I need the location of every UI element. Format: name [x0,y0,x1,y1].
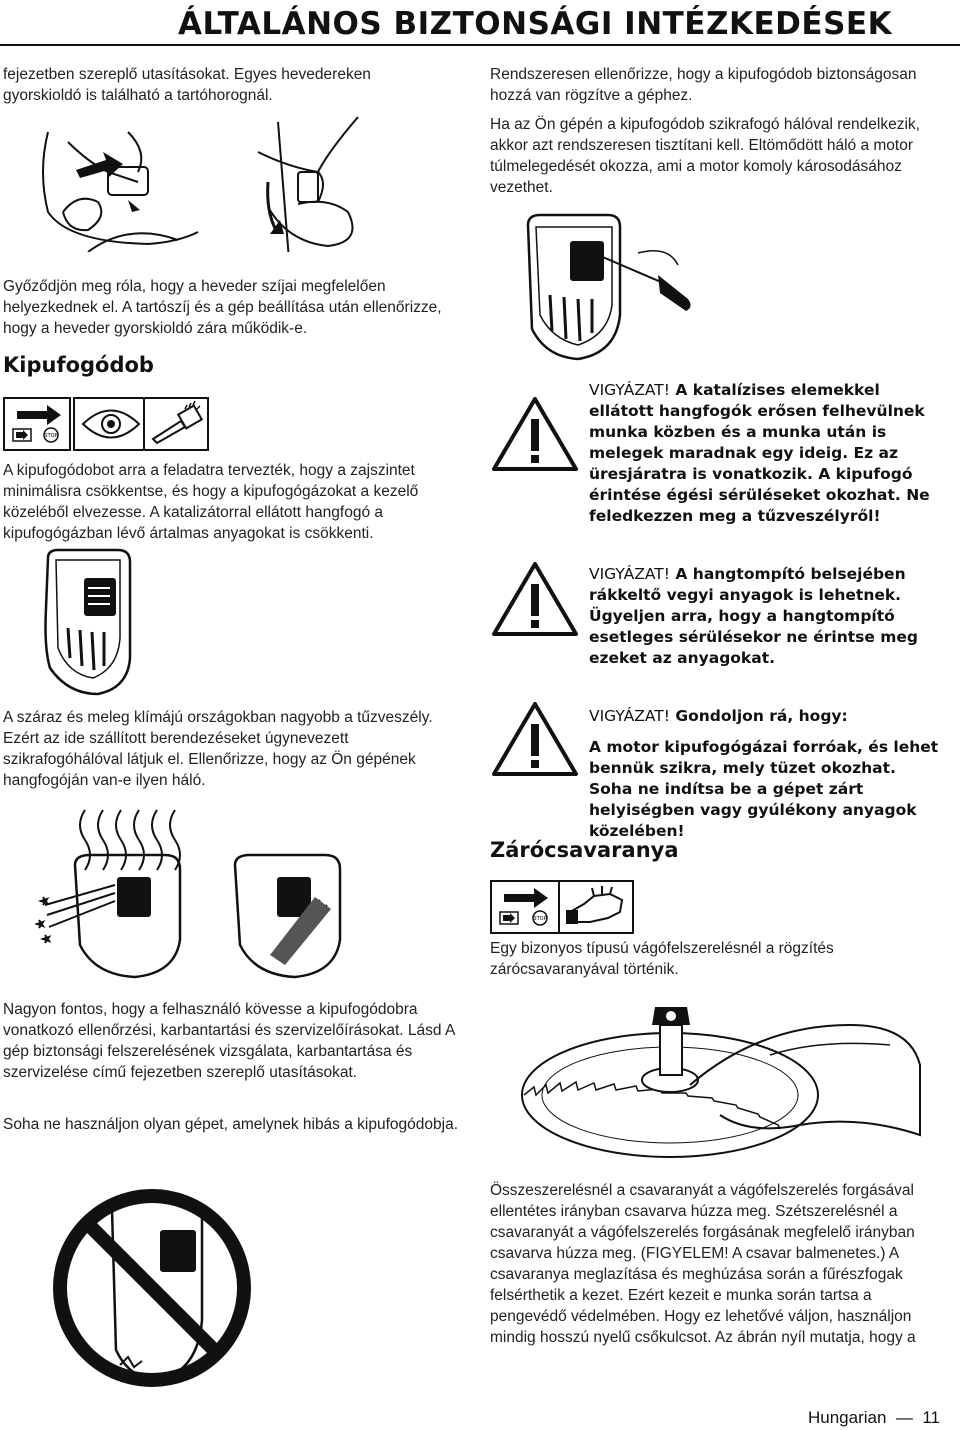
intro-line-2: gyorskioldó is található a tartóhorognál. [3,87,273,104]
check-fixing-paragraph: Rendszeresen ellenőrizze, hogy a kipufogódob biztonságosan hozzá van rögzítve a géphez. [490,66,917,104]
warning-1-body: A katalízises elemekkel ellátott hangfogók erősen felhevülnek munka közben és a munka után is melegek maradnak egy ideig. Ez az üresjáratra is vonatkozik. A kipufogó érintése égési sérüléseket okozhat. Ne feledkezzen meg a tűzveszélyről! [589,381,930,525]
warning-3-line1: Gondoljon rá, hogy: [675,707,848,725]
warning-3-text [589,706,939,842]
muffler-illustration [38,548,138,698]
spark-net-paragraph: Ha az Ön gépén a kipufogódob szikrafogó hálóval rendelkezik, akkor azt rendszeresen tisztítani kell. Eltömődött háló a motor túlmelegedését okozza, ami a motor komoly károsodásához vezethet. [490,116,920,196]
assembly-paragraph: Összeszerelésnél a csavaranyát a vágófelszerelés forgásával ellentétes irányban csavarva húzza meg. Szétszerelésnél a csavaranyát a vágófelszerelés forgásának megfelelő irányban csavarva húzza meg. (FIGYELEM! A csavar balmenetes.) A csavaranya meglazítása és meghúzása során a fűrészfogak felsérthetik a kezet. Ezért kezeit e munka során tartsa a pengevédő védelmében. Hogy ez lehetővé váljon, használjon mindig hosszú nyelű csőkulcsot. Az ábrán nyíl mutatja, hogy a [490,1182,916,1346]
intro-line-1: fejezetben szereplő utasításokat. Egyes hevedereken [3,66,371,83]
stop-label: STOP [533,916,547,922]
never-use-paragraph: Soha ne használjon olyan gépet, amelynek hibás a kipufogódobja. [3,1116,458,1133]
warning-triangle-icon [490,560,580,638]
harness-illustration [28,112,378,252]
warning-2-body: A hangtompító belsejében rákkeltő vegyi anyagok is lehetnek. Ügyeljen arra, hogy a hangtompító esetleges sérülésekor ne érintse meg ezeket az anyagokat. [589,565,919,667]
warning-3-body: A motor kipufogógázai forróak, és lehet bennük szikra, mely tüzet okozhat. Soha ne indítsa be a gépet zárt helyiségben vagy gyúlékony anyagok közelében! [589,738,939,840]
climate-paragraph: A száraz és meleg klímájú országokban nagyobb a tűzveszély. Ezért az ide szállított berendezéseket úgynevezett szikrafogóhálóval látjuk el. Ellenőrizze, hogy az Ön gépének hangfogóján van-e ilyen háló. [3,709,433,789]
important-paragraph: Nagyon fontos, hogy a felhasználó kövesse a kipufogódobra vonatkozó ellenőrzési, karbantartási és szervizelőírásokat. Lásd A gép biztonsági felszerelésének vizsgálata, karbantartása és szervizelése című fejezetben szereplő utasításokat. [3,1001,455,1081]
prohibited-damaged-muffler-illustration [40,1180,270,1395]
read-manual-stop-symbol [3,397,71,451]
warning-1-text [589,380,939,527]
locknut-paragraph: Egy bizonyos típusú vágófelszerelésnél a rögzítés zárócsavaranyával történik. [490,940,834,978]
eye-inspect-icon [73,397,149,451]
footer-language: Hungarian [807,1408,887,1427]
warning-1-head: VIGYÁZAT! [589,381,670,399]
brush-clean-icon [143,397,209,451]
glove-icon [558,880,634,934]
section-title-locknut: Zárócsavaranya [490,838,679,862]
spark-arrestor-illustration [35,805,375,980]
stop-label: STOP [44,433,58,439]
header-rule [0,44,960,46]
muffler-paragraph: A kipufogódobot arra a feladatra tervezték, hogy a zajszintet minimálisra csökkentse, és hogy a kipufogógázokat a kezelő közeléből elvezesse. A katalizátorral ellátott hangfogó a kipufogógázban lévő ártalmas anyagokat is csökkenti. [3,462,419,542]
muffler-cleaning-illustration [518,205,698,365]
page-footer [808,1408,940,1428]
section-title-muffler: Kipufogódob [3,353,154,377]
warning-2-head: VIGYÁZAT! [589,565,670,583]
warning-3-head: VIGYÁZAT! [589,707,670,725]
saw-blade-locknut-illustration [520,985,940,1170]
harness-paragraph: Győződjön meg róla, hogy a heveder szíjai megfelelően helyezkednek el. A tartószíj és a gép beállítása után ellenőrizze, hogy a heveder gyorskioldó zára működik-e. [3,278,442,337]
page-title: ÁLTALÁNOS BIZTONSÁGI INTÉZKEDÉSEK [178,6,893,42]
read-manual-stop-symbol [490,880,560,934]
warning-2-text [589,564,939,669]
warning-triangle-icon [490,395,580,473]
footer-page-number: 11 [922,1408,940,1427]
warning-triangle-icon [490,700,580,778]
footer-dash: — [891,1408,918,1427]
